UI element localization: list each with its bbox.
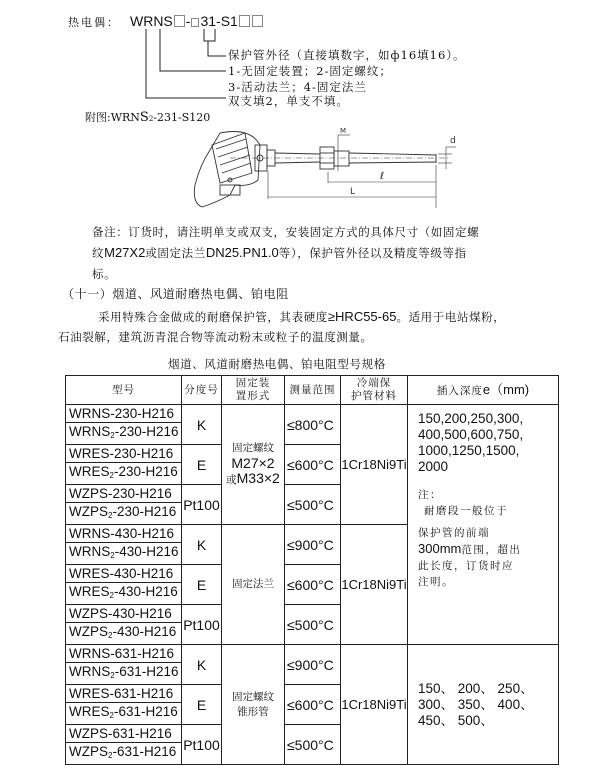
dim-label-l-big: L [350,187,356,197]
figure-caption [85,109,210,125]
remark-line-1: 备注：订货时，请注明单支或双支，安装固定方式的具体尺寸（如固定螺 [92,225,480,239]
model-cell: WRNS-230-H216 [66,405,182,423]
remark-2c: 或固定法兰 [145,246,206,260]
table-row [66,405,559,423]
model-b: -631-H216 [113,704,178,719]
model-a: WZPS [69,624,108,639]
dim-label-l-small: ℓ [380,171,385,182]
model-cell [66,503,182,525]
table-title: 烟道、风道耐磨热电偶、铂电阻型号规格 [168,357,386,371]
header-material-1: 冷端保 [356,377,392,389]
model-b: -230-H216 [113,464,178,479]
depth-line: 1000,1250,1500, [418,443,520,458]
model-a: WRNS [69,664,111,679]
depth-line: 300、 350、 400、 [418,696,534,712]
model-a: WRES [69,464,110,479]
model-cell: WZPS-430-H216 [66,605,182,623]
graduation-cell: E [182,565,222,605]
graduation-cell: Pt100 [182,605,222,645]
model-sub: 2 [110,551,115,560]
header-fixing-2: 置形式 [235,390,271,402]
graduation-cell: K [182,525,222,565]
header-material-2: 护管材料 [351,390,397,402]
figure-caption-prefix: 附图:WRN [85,111,140,124]
figure-caption-rest: -231-S120 [153,111,211,124]
fixing-line-1: 固定螺纹 [232,442,274,454]
dim-label-m: M [340,127,347,135]
header-depth [408,376,559,405]
model-cell [66,623,182,645]
note-title: 注： [418,489,442,501]
note-line-2: 保护管的前端 [418,526,490,539]
note-line-5: 注明。 [418,575,454,588]
note-line-4: 此长度，订货时应 [418,559,514,572]
model-sub: 2 [109,591,114,600]
model-a: WRNS [69,544,111,559]
legend-fixing-1: 1-无固定装置；2-固定螺纹； [228,64,392,78]
model-b: -230-H216 [114,424,179,439]
note-line-1: 耐磨段一般位于 [424,505,508,517]
depth-line: 2000 [418,459,449,474]
depth-line: 150、 200、 250、 [418,680,534,696]
fixing-thread [334,151,349,166]
code-dash: - [185,13,191,29]
range-cell: ≤500°C [285,485,341,525]
graduation-cell: Pt100 [182,485,222,525]
model-b: -631-H216 [112,744,177,759]
section-desc-2: 石油裂解，建筑沥青混合物等流动粉末或粒子的温度测量。 [58,330,373,344]
header-fixing [222,376,285,405]
fixing-line-2: M27×2 [231,455,275,471]
code-label: 热电偶： [68,16,120,29]
depth-line: 400,500,600,750, [418,427,524,442]
remark-2b: M27X2 [104,245,146,260]
model-b: -430-H216 [112,624,177,639]
range-cell: ≤600°C [285,685,341,725]
model-b: -230-H216 [112,504,177,519]
legend-branch: 双支填2，单支不填。 [228,94,349,108]
fixing-cell [222,525,285,645]
model-sub: 2 [110,431,115,440]
graduation-cell: K [182,405,222,445]
model-cell [66,543,182,565]
model-cell [66,423,182,445]
note-line-3b: 范围，超出 [461,543,522,556]
fixing-line-2: 锥形管 [237,705,269,718]
depth-cell [408,645,559,765]
model-sub: 2 [108,631,113,640]
header-range: 测量范围 [285,376,341,405]
model-b: -430-H216 [114,544,179,559]
depth-line: 150,200,250,300, [418,411,524,426]
fixing-cell [222,405,285,525]
legend-fixing-2: 3-活动法兰；4-固定法兰 [228,80,367,94]
diameter-leader [208,41,226,56]
model-cell: WRES-230-H216 [66,445,182,463]
depth-cell [408,405,559,525]
protection-tube [349,153,436,155]
table-row [66,525,559,543]
model-cell: WRNS-631-H216 [66,645,182,663]
model-cell: WZPS-631-H216 [66,725,182,743]
figure-caption-s: S [139,110,149,125]
graduation-cell: E [182,445,222,485]
range-cell: ≤500°C [285,605,341,645]
table-header-row [66,376,559,405]
code-mid: 31-S1 [200,13,238,29]
graduation-cell: Pt100 [182,725,222,765]
branch-leader [146,29,226,98]
model-b: -631-H216 [114,664,179,679]
range-cell: ≤800°C [285,405,341,445]
model-a: WRNS [69,424,111,439]
table-row [66,645,559,663]
model-sub: 2 [109,471,114,480]
model-sub: 2 [108,751,113,760]
spec-table [65,375,559,765]
depth-line: 450、 500、 [418,712,494,728]
range-cell: ≤600°C [285,445,341,485]
model-a: WRES [69,584,110,599]
note-line-3a: 300mm [418,540,462,556]
fixing-line-3-cn: 或 [226,474,237,486]
desc-1a: 采用特殊合金做成的耐磨保护管，其表硬度 [98,310,328,324]
model-cell: WRES-631-H216 [66,685,182,703]
range-cell: ≤500°C [285,725,341,765]
remark-2a: 纹 [92,246,105,260]
range-cell: ≤600°C [285,565,341,605]
range-cell: ≤900°C [285,645,341,685]
model-cell [66,583,182,605]
model-sub: 2 [109,711,114,720]
fixing-cell [222,645,285,765]
header-material [341,376,408,405]
desc-1b: ≥HRC55-65 [327,309,397,324]
model-a: WZPS [69,744,108,759]
material-cell: 1Cr18Ni9Ti [341,645,408,765]
model-cell [66,463,182,485]
header-depth-unit: e（mm) [482,381,530,397]
model-sub: 2 [108,511,113,520]
junction-head [194,132,260,208]
remark-line-2 [92,245,467,261]
material-cell: 1Cr18Ni9Ti [341,405,408,525]
figure-caption-sub: 2 [148,115,154,123]
code-prefix: WRNS [130,13,173,29]
section-desc-1 [98,309,505,325]
legend-diameter: 保护管外径（直接填数字，如ф16填16）。 [228,48,466,62]
model-cell [66,663,182,685]
remark-2d: DN25.PN1.0 [205,245,279,260]
dim-label-d: d [450,136,456,146]
note-cell [408,525,559,645]
fixing-line-3: M33×2 [236,470,280,486]
diameter-bracket [204,29,215,41]
model-a: WZPS [69,504,108,519]
model-b: -430-H216 [113,584,178,599]
model-sub: 2 [110,671,115,680]
remark-line-3: 标。 [92,267,117,281]
model-cell: WRES-430-H216 [66,565,182,583]
header-model: 型号 [66,376,182,405]
model-cell: WRNS-430-H216 [66,525,182,543]
cable-gland [220,185,240,195]
model-a: WRES [69,704,110,719]
remark-2e: 等），保护管外径以及精度等级等指 [278,246,467,260]
material-cell: 1Cr18Ni9Ti [341,525,408,645]
fixing-leader [160,29,226,71]
fixing-line-1: 固定法兰 [232,578,274,590]
section-heading: （十一）烟道、风道耐磨热电偶、铂电阻 [62,287,289,301]
model-cell [66,743,182,765]
desc-1c: 。适用于电站煤粉， [396,310,506,324]
model-cell: WZPS-230-H216 [66,485,182,503]
thermocouple-drawing [190,125,470,210]
header-fixing-1: 固定装 [235,377,271,389]
graduation-cell: K [182,645,222,685]
range-cell: ≤900°C [285,525,341,565]
fixing-line-1: 固定螺纹 [232,690,274,703]
header-depth-cn: 插入深度 [436,384,483,397]
graduation-cell: E [182,685,222,725]
model-cell [66,703,182,725]
header-graduation: 分度号 [182,376,222,405]
